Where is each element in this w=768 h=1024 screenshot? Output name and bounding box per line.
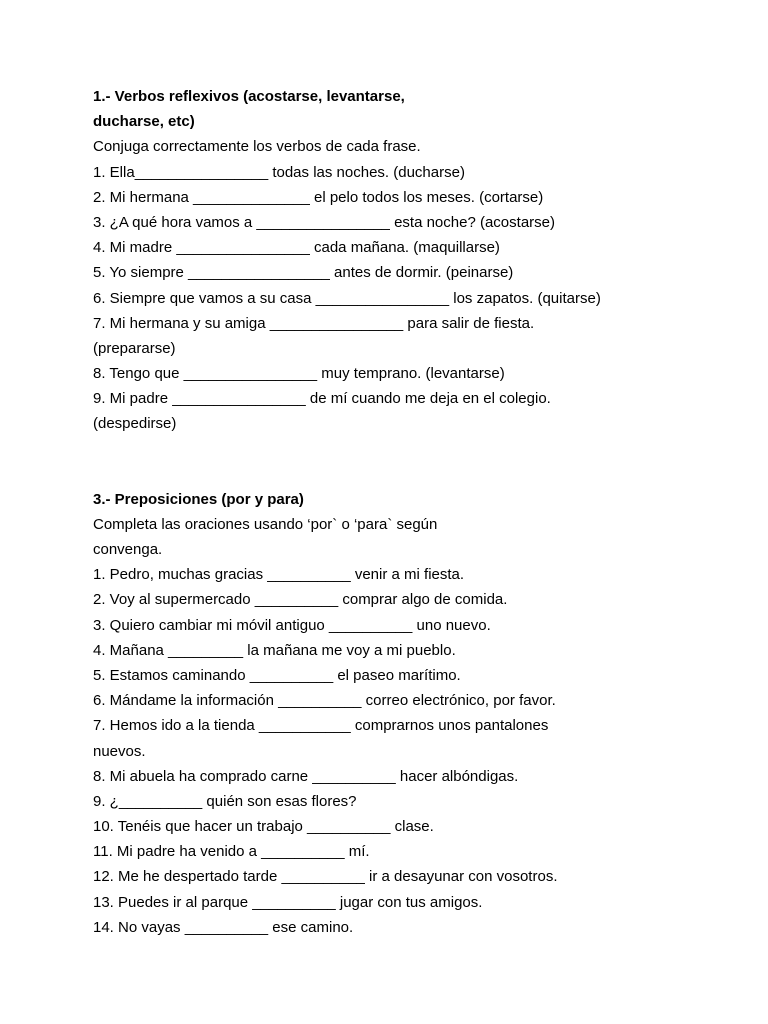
exercise-line: (prepararse) [93, 339, 176, 357]
exercise-line: 9. ¿__________ quién son esas flores? [93, 792, 357, 810]
exercise-line: 5. Estamos caminando __________ el paseo marítimo. [93, 666, 461, 684]
exercise-line: 7. Hemos ido a la tienda ___________ comprarnos unos pantalones [93, 717, 549, 735]
exercise-line: nuevos. [93, 742, 146, 760]
exercise-line: 9. Mi padre ________________ de mí cuando me deja en el colegio. [93, 390, 551, 408]
section-prepositions [93, 487, 733, 940]
exercise-line: 6. Siempre que vamos a su casa ________________ los zapatos. (quitarse) [93, 289, 601, 307]
exercise-line: 8. Mi abuela ha comprado carne __________ hacer albóndigas. [93, 767, 519, 785]
exercise-line: 12. Me he despertado tarde __________ ir a desayunar con vosotros. [93, 868, 558, 886]
exercise-line: 3. ¿A qué hora vamos a ________________ esta noche? (acostarse) [93, 213, 555, 231]
exercise-line: 10. Tenéis que hacer un trabajo __________ clase. [93, 818, 434, 836]
exercise-line: 5. Yo siempre _________________ antes de dormir. (peinarse) [93, 264, 514, 282]
exercise-line: 14. No vayas __________ ese camino. [93, 918, 354, 936]
section-instruction-continued: convenga. [93, 541, 163, 558]
exercise-line: 8. Tengo que ________________ muy temprano. (levantarse) [93, 365, 505, 383]
exercise-line: 1. Ella________________ todas las noches. (ducharse) [93, 163, 465, 181]
exercise-line: 4. Mañana _________ la mañana me voy a mi pueblo. [93, 641, 456, 659]
section-spacer [93, 437, 733, 487]
exercise-line: 13. Puedes ir al parque __________ jugar con tus amigos. [93, 893, 483, 911]
section-heading: 1.- Verbos reflexivos (acostarse, levantarse, [93, 88, 405, 105]
section-heading-continued: ducharse, etc) [93, 113, 195, 131]
exercise-line: 11. Mi padre ha venido a __________ mí. [93, 843, 370, 861]
worksheet-page [93, 84, 733, 940]
exercise-line: (despedirse) [93, 415, 177, 433]
section-instruction: Completa las oraciones usando ‘por` o ‘para` según [93, 515, 438, 533]
exercise-line: 3. Quiero cambiar mi móvil antiguo __________ uno nuevo. [93, 616, 491, 634]
exercise-line: 7. Mi hermana y su amiga ________________ para salir de fiesta. [93, 314, 535, 332]
exercise-line: 6. Mándame la información __________ correo electrónico, por favor. [93, 692, 556, 710]
exercise-line: 2. Voy al supermercado __________ comprar algo de comida. [93, 591, 508, 609]
exercise-line: 4. Mi madre ________________ cada mañana. (maquillarse) [93, 239, 500, 257]
exercise-line: 2. Mi hermana ______________ el pelo todos los meses. (cortarse) [93, 188, 544, 206]
section-reflexive-verbs [93, 84, 733, 437]
exercise-line: 1. Pedro, muchas gracias __________ venir a mi fiesta. [93, 566, 465, 584]
section-instruction: Conjuga correctamente los verbos de cada frase. [93, 138, 421, 156]
section-heading: 3.- Preposiciones (por y para) [93, 490, 304, 508]
